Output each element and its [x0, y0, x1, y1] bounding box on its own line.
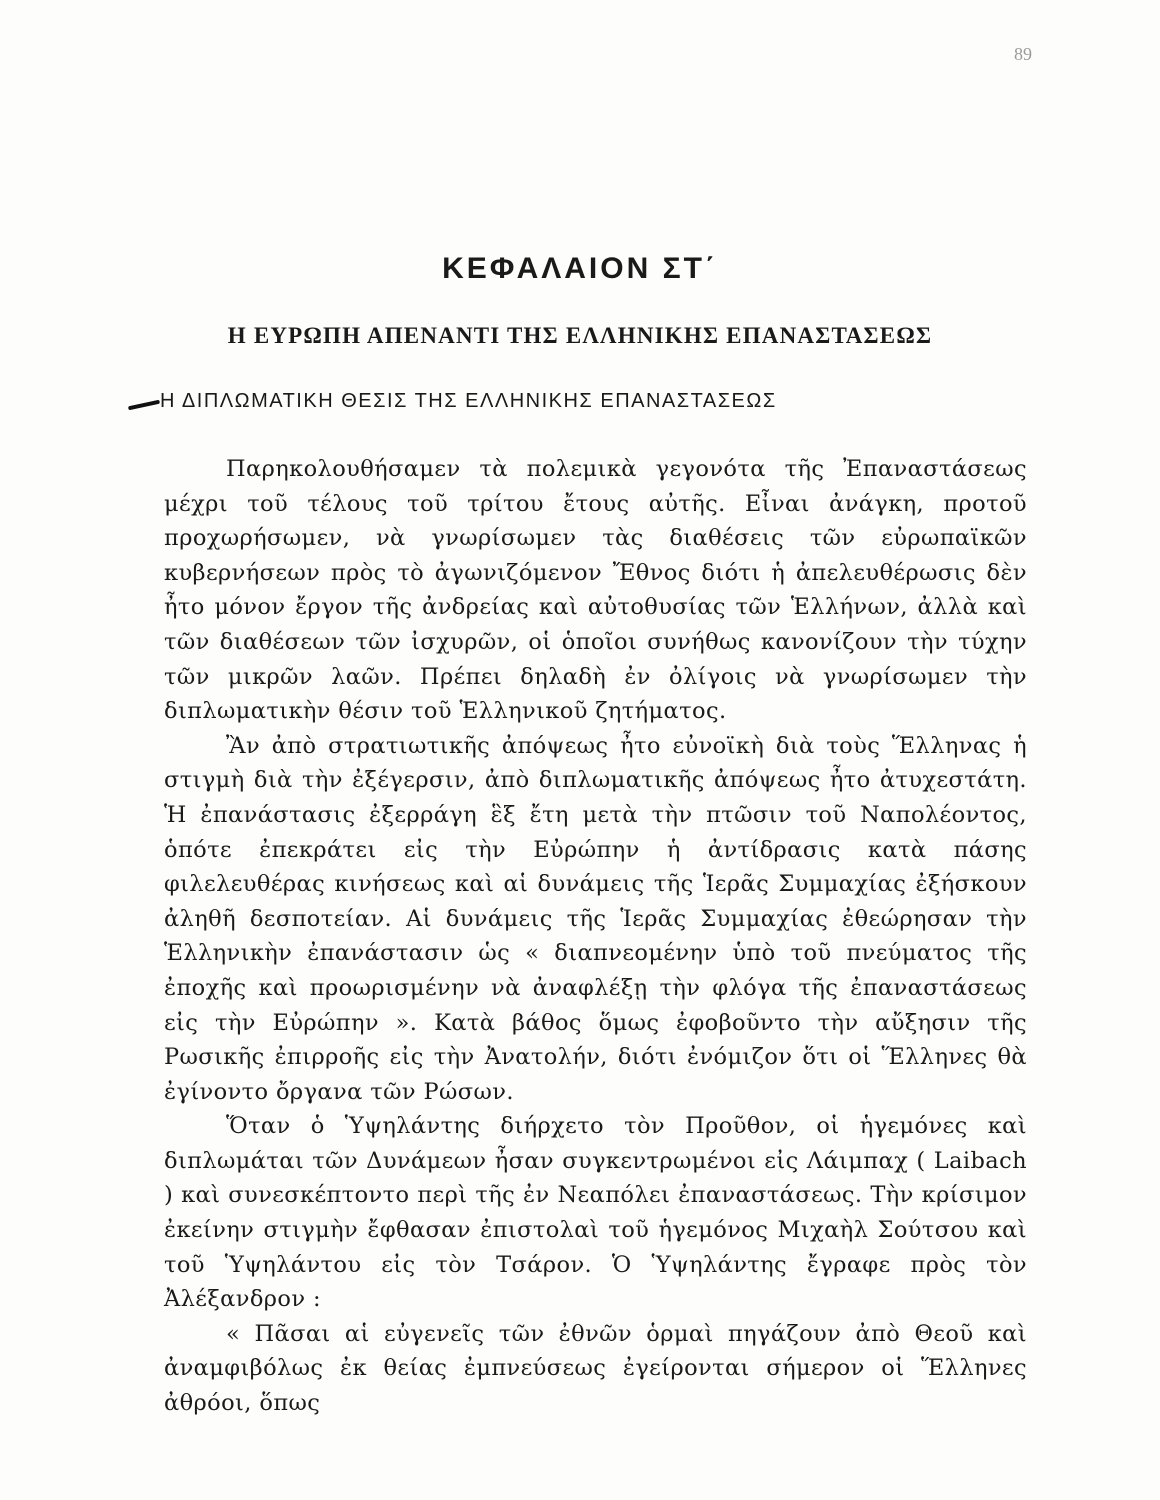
- paragraph: Παρηκολουθήσαμεν τὰ πολεμικὰ γεγονότα τῆς Ἐπαναστάσεως μέχρι τοῦ τέλους τοῦ τρίτου ἔτους αὐτῆς. Εἶναι ἀνάγκη, προτοῦ προχωρήσωμεν, νὰ γνωρίσωμεν τὰς διαθέσεις τῶν εὐρωπαϊκῶν κυβερνήσεων πρὸς τὸ ἀγωνιζόμενον Ἔθνος διότι ἡ ἀπελευθέρωσις δὲν ἦτο μόνον ἔργον τῆς ἀνδρείας καὶ αὐτοθυσίας τῶν Ἑλλήνων, ἀλλὰ καὶ τῶν διαθέσεων τῶν ἰσχυρῶν, οἱ ὁποῖοι συνήθως κανονίζουν τὴν τύχην τῶν μικρῶν λαῶν. Πρέπει δηλαδὴ ἐν ὀλίγοις νὰ γνωρίσωμεν τὴν διπλωματικὴν θέσιν τοῦ Ἑλληνικοῦ ζητήματος.: [164, 456, 1027, 725]
- paragraph: Ὅταν ὁ Ὑψηλάντης διήρχετο τὸν Προῦθον, οἱ ἡγεμόνες καὶ διπλωμάται τῶν Δυνάμεων ἦσαν συγκεντρωμένοι εἰς Λάιμπαχ ( Laibach ) καὶ συνεσκέπτοντο περὶ τῆς ἐν Νεαπόλει ἐπαναστάσεως. Τὴν κρίσιμον ἐκείνην στιγμὴν ἔφθασαν ἐπιστολαὶ τοῦ ἡγεμόνος Μιχαὴλ Σούτσου καὶ τοῦ Ὑψηλάντου εἰς τὸν Τσάρον. Ὁ Ὑψηλάντης ἔγραφε πρὸς τὸν Ἀλέξανδρον :: [164, 1113, 1027, 1313]
- body-text: [164, 452, 1027, 1421]
- chapter-title: ΚΕΦΑΛΑΙΟΝ ΣΤ΄: [442, 252, 718, 285]
- page-number: 89: [1014, 44, 1032, 64]
- subsection-title: Η ΔΙΠΛΩΜΑΤΙΚΗ ΘΕΣΙΣ ΤΗΣ ΕΛΛΗΝΙΚΗΣ ΕΠΑΝΑΣΤΑΣΕΩΣ: [160, 390, 777, 412]
- handwritten-margin-mark: [128, 400, 160, 411]
- section-title: Η ΕΥΡΩΠΗ ΑΠΕΝΑΝΤΙ ΤΗΣ ΕΛΛΗΝΙΚΗΣ ΕΠΑΝΑΣΤΑΣΕΩΣ: [227, 323, 933, 348]
- paragraph: Ἂν ἀπὸ στρατιωτικῆς ἀπόψεως ἦτο εὐνοϊκὴ διὰ τοὺς Ἕλληνας ἡ στιγμὴ διὰ τὴν ἐξέγερσιν, ἀπὸ διπλωματικῆς ἀπόψεως ἦτο ἀτυχεστάτη. Ἡ ἐπανάστασις ἐξερράγη ἓξ ἔτη μετὰ τὴν πτῶσιν τοῦ Ναπολέοντος, ὁπότε ἐπεκράτει εἰς τὴν Εὐρώπην ἡ ἀντίδρασις κατὰ πάσης φιλελευθέρας κινήσεως καὶ αἱ δυνάμεις τῆς Ἱερᾶς Συμμαχίας ἐξήσκουν ἀληθῆ δεσποτείαν. Αἱ δυνάμεις τῆς Ἱερᾶς Συμμαχίας ἐθεώρησαν τὴν Ἑλληνικὴν ἐπανάστασιν ὡς « διαπνεομένην ὑπὸ τοῦ πνεύματος τῆς ἐποχῆς καὶ προωρισμένην νὰ ἀναφλέξῃ τὴν φλόγα τῆς ἐπαναστάσεως εἰς τὴν Εὐρώπην ». Κατὰ βάθος ὅμως ἐφοβοῦντο τὴν αὔξησιν τῆς Ρωσικῆς ἐπιρροῆς εἰς τὴν Ἀνατολήν, διότι ἐνόμιζον ὅτι οἱ Ἕλληνες θὰ ἐγίνοντο ὄργανα τῶν Ρώσων.: [164, 732, 1027, 1105]
- paragraph: « Πᾶσαι αἱ εὐγενεῖς τῶν ἐθνῶν ὁρμαὶ πηγάζουν ἀπὸ Θεοῦ καὶ ἀναμφιβόλως ἐκ θείας ἐμπνεύσεως ἐγείρονται σήμερον οἱ Ἕλληνες ἀθρόοι, ὅπως: [164, 1320, 1027, 1417]
